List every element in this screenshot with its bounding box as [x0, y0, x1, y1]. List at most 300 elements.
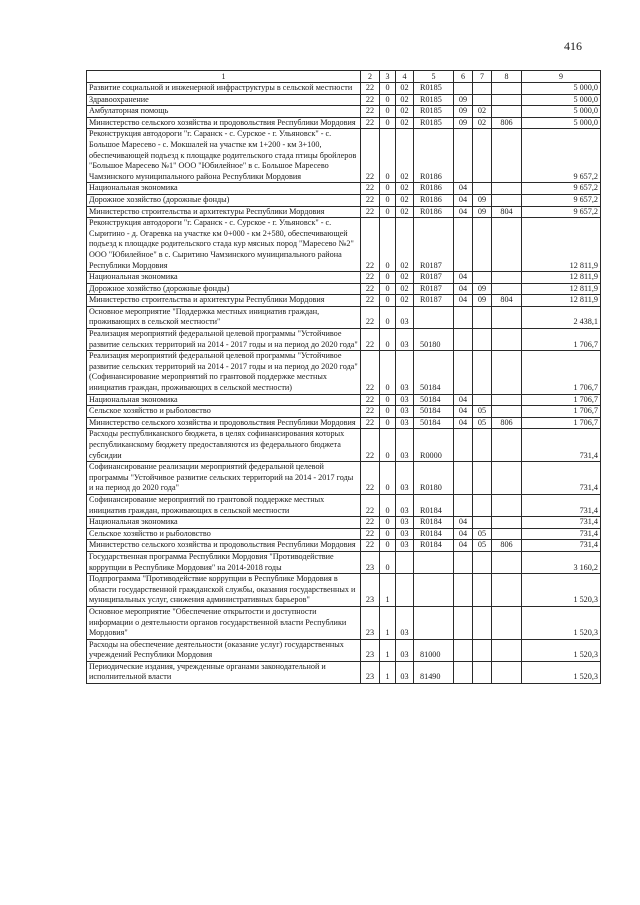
code-cell: 05	[473, 406, 492, 418]
code-cell: 0	[380, 117, 396, 129]
code-cell	[492, 639, 522, 661]
code-cell: 0	[380, 183, 396, 195]
code-cell: R0184	[414, 517, 454, 529]
code-cell	[473, 429, 492, 462]
table-row	[87, 106, 601, 118]
code-cell: 81490	[414, 661, 454, 683]
code-cell	[473, 329, 492, 351]
code-cell	[473, 129, 492, 183]
code-cell: 22	[361, 272, 380, 284]
code-cell: 23	[361, 661, 380, 683]
item-name-cell: Здравоохранение	[87, 94, 361, 106]
table-row	[87, 528, 601, 540]
code-cell: R0187	[414, 295, 454, 307]
code-cell: 02	[396, 94, 414, 106]
amount-cell: 1 706,7	[522, 417, 601, 429]
code-cell: 04	[454, 394, 473, 406]
code-cell	[454, 306, 473, 328]
code-cell: 04	[454, 517, 473, 529]
item-name-cell: Сельское хозяйство и рыболовство	[87, 528, 361, 540]
code-cell: 09	[454, 106, 473, 118]
code-cell: 02	[396, 206, 414, 218]
code-cell: 09	[473, 194, 492, 206]
code-cell: 0	[380, 406, 396, 418]
code-cell	[492, 106, 522, 118]
table-row	[87, 183, 601, 195]
item-name-cell: Министерство сельского хозяйства и продовольствия Республики Мордовия	[87, 540, 361, 552]
item-name-cell: Развитие социальной и инженерной инфраструктуры в сельской местности	[87, 83, 361, 95]
code-cell: 09	[473, 283, 492, 295]
amount-cell: 2 438,1	[522, 306, 601, 328]
code-cell	[492, 551, 522, 573]
code-cell: 02	[396, 117, 414, 129]
table-row	[87, 417, 601, 429]
code-cell: 50184	[414, 417, 454, 429]
code-cell: 0	[380, 283, 396, 295]
code-cell: 04	[454, 283, 473, 295]
budget-table	[86, 70, 601, 684]
table-row	[87, 117, 601, 129]
code-cell	[454, 351, 473, 394]
code-cell: 04	[454, 295, 473, 307]
code-cell	[454, 639, 473, 661]
code-cell: 22	[361, 517, 380, 529]
table-row	[87, 351, 601, 394]
item-name-cell: Национальная экономика	[87, 394, 361, 406]
code-cell: 02	[396, 183, 414, 195]
code-cell	[473, 272, 492, 284]
code-cell	[414, 306, 454, 328]
column-header: 2	[361, 71, 380, 83]
code-cell: 04	[454, 183, 473, 195]
amount-cell: 12 811,9	[522, 272, 601, 284]
item-name-cell: Расходы республиканского бюджета, в целях софинансирования которых республиканскому бюджету предоставляются из федерального бюджета субсидии	[87, 429, 361, 462]
table-row	[87, 406, 601, 418]
code-cell: 23	[361, 639, 380, 661]
column-header: 5	[414, 71, 454, 83]
column-header: 9	[522, 71, 601, 83]
code-cell: 22	[361, 528, 380, 540]
code-cell: 0	[380, 329, 396, 351]
table-row	[87, 329, 601, 351]
amount-cell: 9 657,2	[522, 183, 601, 195]
code-cell: 804	[492, 206, 522, 218]
code-cell: 81000	[414, 639, 454, 661]
code-cell: R0184	[414, 540, 454, 552]
code-cell	[473, 462, 492, 495]
code-cell: 0	[380, 351, 396, 394]
amount-cell: 1 520,3	[522, 606, 601, 639]
column-header: 3	[380, 71, 396, 83]
amount-cell: 12 811,9	[522, 295, 601, 307]
code-cell: 02	[396, 283, 414, 295]
code-cell: 02	[396, 106, 414, 118]
code-cell	[454, 661, 473, 683]
code-cell: 50184	[414, 394, 454, 406]
code-cell	[492, 394, 522, 406]
item-name-cell: Софинансирование мероприятий по грантовой поддержке местных инициатив граждан, проживающих в сельской местности	[87, 494, 361, 516]
code-cell: 02	[396, 272, 414, 284]
code-cell	[454, 494, 473, 516]
code-cell: 02	[396, 218, 414, 272]
column-header: 6	[454, 71, 473, 83]
table-row	[87, 218, 601, 272]
code-cell: 23	[361, 606, 380, 639]
code-cell: R0185	[414, 83, 454, 95]
code-cell: 22	[361, 306, 380, 328]
item-name-cell: Дорожное хозяйство (дорожные фонды)	[87, 194, 361, 206]
code-cell	[473, 639, 492, 661]
code-cell: 0	[380, 394, 396, 406]
code-cell: 04	[454, 206, 473, 218]
code-cell: 04	[454, 194, 473, 206]
code-cell	[492, 528, 522, 540]
code-cell: 1	[380, 574, 396, 607]
code-cell: R0185	[414, 94, 454, 106]
code-cell: 09	[454, 94, 473, 106]
table-row	[87, 606, 601, 639]
code-cell: 0	[380, 306, 396, 328]
table-row	[87, 517, 601, 529]
code-cell: R0187	[414, 218, 454, 272]
code-cell	[473, 218, 492, 272]
code-cell	[473, 183, 492, 195]
table-row	[87, 206, 601, 218]
amount-cell: 1 520,3	[522, 661, 601, 683]
amount-cell: 9 657,2	[522, 129, 601, 183]
code-cell: 22	[361, 206, 380, 218]
code-cell	[492, 606, 522, 639]
item-name-cell: Сельское хозяйство и рыболовство	[87, 406, 361, 418]
code-cell: 22	[361, 129, 380, 183]
code-cell: 23	[361, 574, 380, 607]
code-cell: 22	[361, 494, 380, 516]
code-cell: 0	[380, 494, 396, 516]
code-cell	[454, 606, 473, 639]
amount-cell: 9 657,2	[522, 194, 601, 206]
column-header: 7	[473, 71, 492, 83]
code-cell: 03	[396, 394, 414, 406]
code-cell: 0	[380, 218, 396, 272]
table-row	[87, 462, 601, 495]
code-cell: 05	[473, 540, 492, 552]
item-name-cell: Расходы на обеспечение деятельности (оказание услуг) государственных учреждений Республики Мордовия	[87, 639, 361, 661]
code-cell	[414, 551, 454, 573]
code-cell: 04	[454, 272, 473, 284]
item-name-cell: Министерство строительства и архитектуры Республики Мордовия	[87, 206, 361, 218]
code-cell: 03	[396, 540, 414, 552]
item-name-cell: Реконструкция автодороги "г. Саранск - с. Сурское - г. Ульяновск" - с. Сыритино - д. Огаревка на участке км 0+000 - км 2+580, обеспечивающей подъезд к площадке родительского стада кур мясных пород "Маресево №2" ООО "Юбилейное" в с. Сыритино Чамзинского муниципального района Республики Мордовия	[87, 218, 361, 272]
amount-cell: 731,4	[522, 528, 601, 540]
code-cell	[492, 194, 522, 206]
amount-cell: 731,4	[522, 429, 601, 462]
code-cell: 02	[396, 194, 414, 206]
amount-cell: 731,4	[522, 517, 601, 529]
code-cell	[492, 574, 522, 607]
code-cell: 0	[380, 517, 396, 529]
column-header: 8	[492, 71, 522, 83]
code-cell: 03	[396, 494, 414, 516]
code-cell: 22	[361, 329, 380, 351]
code-cell: 09	[454, 117, 473, 129]
code-cell	[492, 306, 522, 328]
code-cell: R0184	[414, 528, 454, 540]
column-header: 1	[87, 71, 361, 83]
code-cell	[492, 129, 522, 183]
code-cell: 22	[361, 194, 380, 206]
code-cell: 0	[380, 83, 396, 95]
code-cell: 03	[396, 351, 414, 394]
code-cell	[473, 94, 492, 106]
table-header-row	[87, 71, 601, 83]
table-row	[87, 83, 601, 95]
code-cell	[473, 306, 492, 328]
code-cell: 50180	[414, 329, 454, 351]
code-cell	[473, 83, 492, 95]
code-cell: 03	[396, 417, 414, 429]
code-cell: 09	[473, 206, 492, 218]
code-cell: 03	[396, 462, 414, 495]
table-row	[87, 551, 601, 573]
code-cell: 804	[492, 295, 522, 307]
item-name-cell: Софинансирование реализации мероприятий федеральной целевой программы "Устойчивое развитие сельских территорий на 2014 - 2017 годы и на период до 2020 года"	[87, 462, 361, 495]
table-row	[87, 94, 601, 106]
code-cell	[492, 283, 522, 295]
code-cell	[492, 494, 522, 516]
code-cell: 1	[380, 639, 396, 661]
code-cell	[473, 574, 492, 607]
item-name-cell: Министерство сельского хозяйства и продовольствия Республики Мордовия	[87, 117, 361, 129]
code-cell: 50184	[414, 351, 454, 394]
table-body	[87, 83, 601, 684]
amount-cell: 1 706,7	[522, 351, 601, 394]
code-cell: 0	[380, 429, 396, 462]
code-cell: 05	[473, 528, 492, 540]
amount-cell: 731,4	[522, 494, 601, 516]
code-cell: 22	[361, 83, 380, 95]
code-cell	[454, 329, 473, 351]
table-row	[87, 540, 601, 552]
table-row	[87, 283, 601, 295]
code-cell: 806	[492, 117, 522, 129]
code-cell: R0000	[414, 429, 454, 462]
code-cell: 0	[380, 462, 396, 495]
code-cell: 1	[380, 661, 396, 683]
amount-cell: 5 000,0	[522, 106, 601, 118]
code-cell: 22	[361, 417, 380, 429]
code-cell: 04	[454, 406, 473, 418]
amount-cell: 12 811,9	[522, 218, 601, 272]
item-name-cell: Периодические издания, учрежденные органами законодательной и исполнительной власти	[87, 661, 361, 683]
code-cell: 22	[361, 462, 380, 495]
amount-cell: 5 000,0	[522, 117, 601, 129]
code-cell: 22	[361, 406, 380, 418]
code-cell: 22	[361, 117, 380, 129]
item-name-cell: Реализация мероприятий федеральной целевой программы "Устойчивое развитие сельских территорий на 2014 - 2017 годы и на период до 2020 года"	[87, 329, 361, 351]
code-cell: R0186	[414, 194, 454, 206]
code-cell: 22	[361, 283, 380, 295]
amount-cell: 5 000,0	[522, 94, 601, 106]
code-cell	[492, 94, 522, 106]
code-cell: 03	[396, 528, 414, 540]
code-cell: 03	[396, 639, 414, 661]
column-header: 4	[396, 71, 414, 83]
code-cell: R0185	[414, 106, 454, 118]
code-cell	[492, 329, 522, 351]
item-name-cell: Основное мероприятие "Обеспечение открытости и доступности информации о деятельности органов государственной власти Республики Мордовия"	[87, 606, 361, 639]
table-row	[87, 661, 601, 683]
code-cell	[473, 661, 492, 683]
code-cell	[473, 606, 492, 639]
code-cell: 04	[454, 540, 473, 552]
table-row	[87, 494, 601, 516]
code-cell: 22	[361, 94, 380, 106]
item-name-cell: Реконструкция автодороги "г. Саранск - с. Сурское - г. Ульяновск" - с. Большое Маресево - с. Мокшалей на участке км 1+200 - км 3+100, обеспечивающей подъезд к площадке родительского стада птицы бройлеров "Большое Маресево №1" ООО "Юбилейное" в с. Большое Маресево Чамзинского муниципального района Республики Мордовия	[87, 129, 361, 183]
code-cell: 1	[380, 606, 396, 639]
code-cell: 03	[396, 429, 414, 462]
code-cell	[492, 406, 522, 418]
code-cell	[492, 429, 522, 462]
code-cell: 03	[396, 517, 414, 529]
code-cell: 03	[396, 606, 414, 639]
amount-cell: 3 160,2	[522, 551, 601, 573]
code-cell: 806	[492, 540, 522, 552]
code-cell: 0	[380, 272, 396, 284]
code-cell	[473, 517, 492, 529]
code-cell: 806	[492, 417, 522, 429]
code-cell: 22	[361, 429, 380, 462]
code-cell	[473, 551, 492, 573]
code-cell: 0	[380, 417, 396, 429]
code-cell: 02	[473, 117, 492, 129]
amount-cell: 1 706,7	[522, 329, 601, 351]
code-cell	[492, 351, 522, 394]
item-name-cell: Национальная экономика	[87, 517, 361, 529]
amount-cell: 1 706,7	[522, 394, 601, 406]
code-cell	[454, 129, 473, 183]
code-cell: 03	[396, 406, 414, 418]
code-cell: 0	[380, 528, 396, 540]
code-cell: 22	[361, 183, 380, 195]
code-cell	[492, 517, 522, 529]
table-row	[87, 295, 601, 307]
code-cell	[473, 494, 492, 516]
page-number: 416	[564, 39, 582, 53]
code-cell: 22	[361, 394, 380, 406]
amount-cell: 1 706,7	[522, 406, 601, 418]
code-cell: 23	[361, 551, 380, 573]
code-cell	[492, 462, 522, 495]
code-cell	[492, 661, 522, 683]
code-cell: 02	[396, 295, 414, 307]
item-name-cell: Дорожное хозяйство (дорожные фонды)	[87, 283, 361, 295]
item-name-cell: Национальная экономика	[87, 183, 361, 195]
code-cell: 02	[396, 129, 414, 183]
table-row	[87, 306, 601, 328]
code-cell	[396, 551, 414, 573]
table-row	[87, 574, 601, 607]
code-cell: R0186	[414, 129, 454, 183]
code-cell	[454, 429, 473, 462]
code-cell: 04	[454, 417, 473, 429]
code-cell	[414, 574, 454, 607]
table-row	[87, 194, 601, 206]
code-cell: R0187	[414, 272, 454, 284]
code-cell: 02	[396, 83, 414, 95]
item-name-cell: Реализация мероприятий федеральной целевой программы "Устойчивое развитие сельских территорий на 2014 - 2017 годы и на период до 2020 года" (Софинансирование мероприятий по грантовой поддержке местных инициатив граждан, проживающих в сельской местности)	[87, 351, 361, 394]
code-cell: R0180	[414, 462, 454, 495]
table-row	[87, 394, 601, 406]
code-cell: 22	[361, 106, 380, 118]
code-cell: 22	[361, 540, 380, 552]
code-cell: 09	[473, 295, 492, 307]
item-name-cell: Министерство сельского хозяйства и продовольствия Республики Мордовия	[87, 417, 361, 429]
amount-cell: 9 657,2	[522, 206, 601, 218]
code-cell: R0185	[414, 117, 454, 129]
code-cell	[473, 351, 492, 394]
code-cell: 02	[473, 106, 492, 118]
code-cell: 0	[380, 94, 396, 106]
code-cell: 22	[361, 218, 380, 272]
amount-cell: 731,4	[522, 540, 601, 552]
code-cell	[454, 83, 473, 95]
amount-cell: 12 811,9	[522, 283, 601, 295]
amount-cell: 1 520,3	[522, 574, 601, 607]
code-cell	[454, 462, 473, 495]
code-cell: 0	[380, 295, 396, 307]
table-row	[87, 429, 601, 462]
code-cell: 03	[396, 306, 414, 328]
code-cell	[492, 183, 522, 195]
amount-cell: 1 520,3	[522, 639, 601, 661]
code-cell: 22	[361, 351, 380, 394]
code-cell: R0184	[414, 494, 454, 516]
code-cell	[396, 574, 414, 607]
code-cell	[454, 574, 473, 607]
code-cell	[492, 272, 522, 284]
code-cell	[414, 606, 454, 639]
code-cell	[454, 218, 473, 272]
item-name-cell: Национальная экономика	[87, 272, 361, 284]
item-name-cell: Амбулаторная помощь	[87, 106, 361, 118]
code-cell: 03	[396, 329, 414, 351]
code-cell: 04	[454, 528, 473, 540]
code-cell: 0	[380, 129, 396, 183]
code-cell: R0187	[414, 283, 454, 295]
table-row	[87, 639, 601, 661]
code-cell: 22	[361, 295, 380, 307]
item-name-cell: Основное мероприятие "Поддержка местных инициатив граждан, проживающих в сельской местности"	[87, 306, 361, 328]
amount-cell: 5 000,0	[522, 83, 601, 95]
code-cell: 50184	[414, 406, 454, 418]
code-cell	[473, 394, 492, 406]
code-cell	[492, 83, 522, 95]
code-cell: 05	[473, 417, 492, 429]
code-cell: 0	[380, 106, 396, 118]
code-cell: R0186	[414, 183, 454, 195]
code-cell: 0	[380, 194, 396, 206]
code-cell: 0	[380, 540, 396, 552]
amount-cell: 731,4	[522, 462, 601, 495]
code-cell: 0	[380, 551, 396, 573]
item-name-cell: Министерство строительства и архитектуры Республики Мордовия	[87, 295, 361, 307]
code-cell: 03	[396, 661, 414, 683]
item-name-cell: Подпрограмма "Противодействие коррупции в Республике Мордовия в области государственной гражданской службы, оказания государственных и муниципальных услуг, снижения административных барьеров"	[87, 574, 361, 607]
table-row	[87, 129, 601, 183]
item-name-cell: Государственная программа Республики Мордовия "Противодействие коррупции в Республике Мордовия" на 2014-2018 годы	[87, 551, 361, 573]
code-cell	[454, 551, 473, 573]
code-cell: R0186	[414, 206, 454, 218]
